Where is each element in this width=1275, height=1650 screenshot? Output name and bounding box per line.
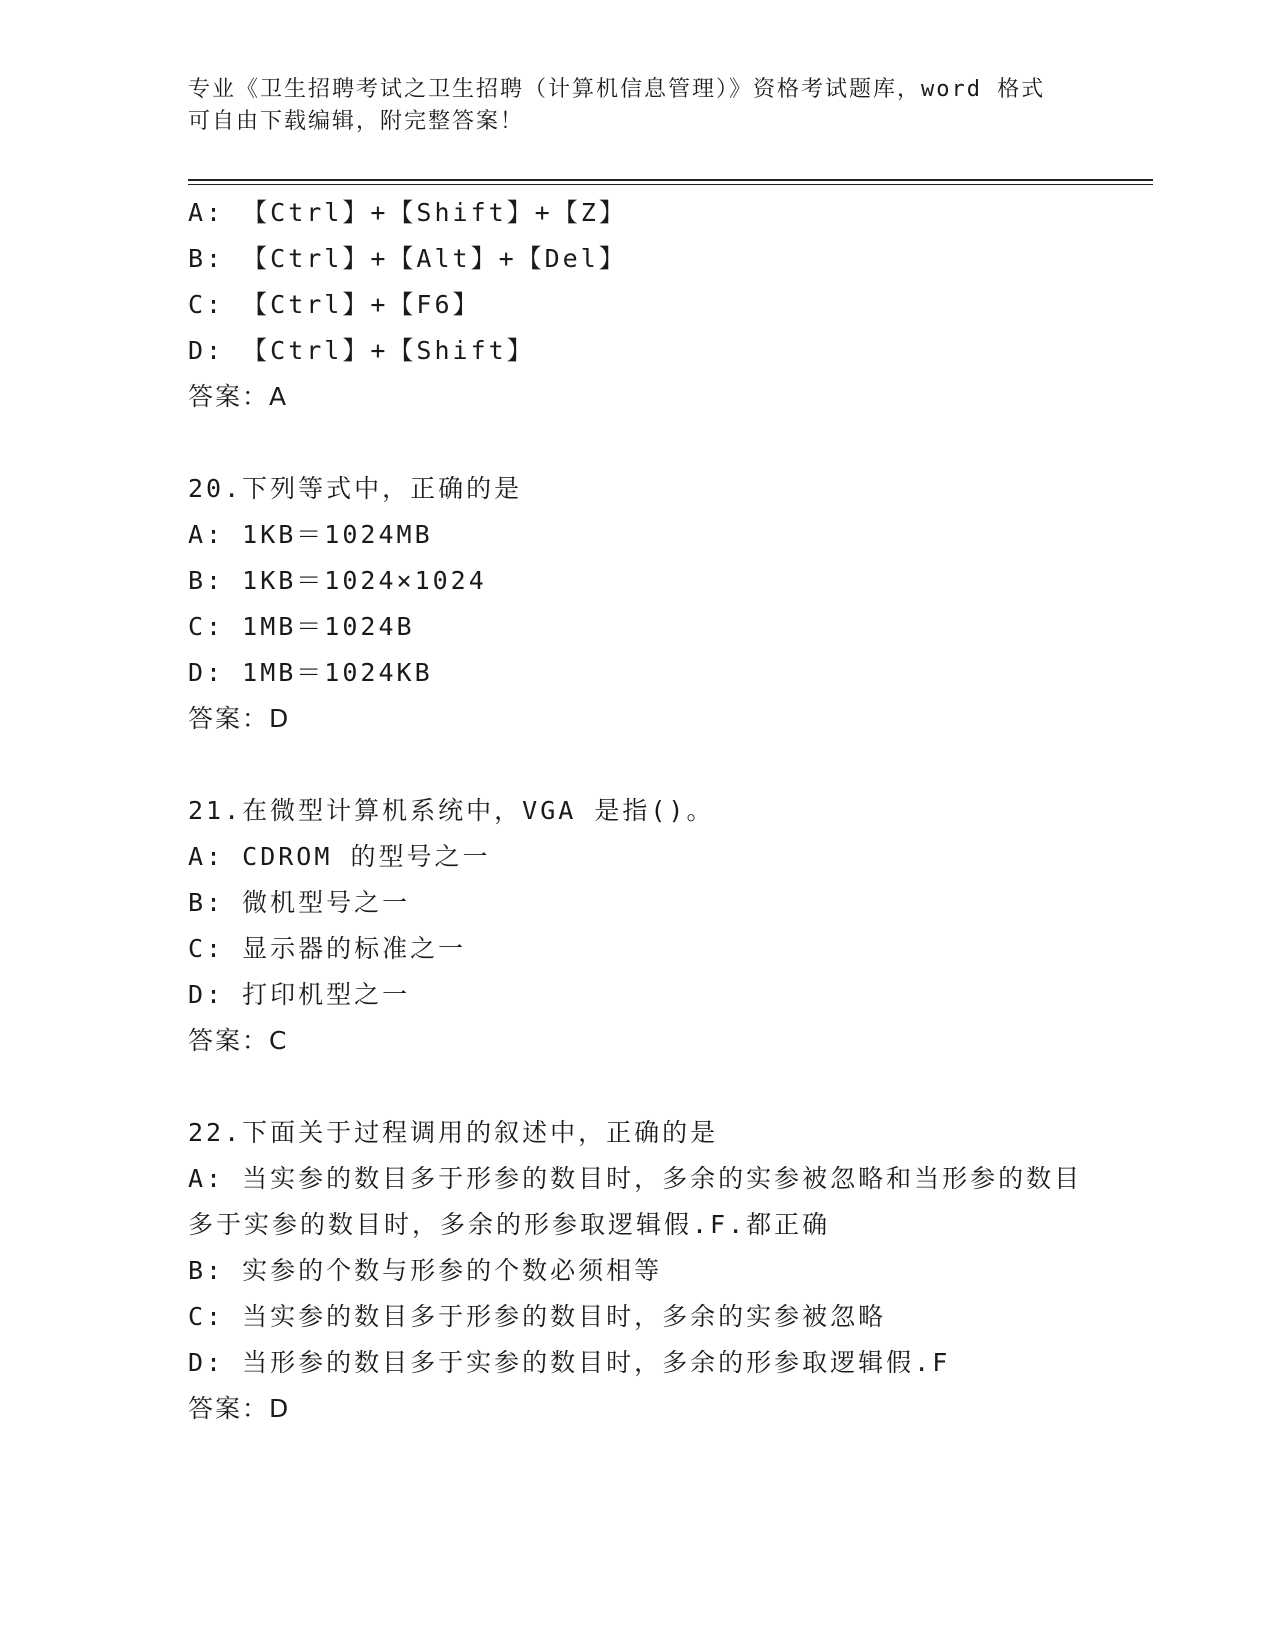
header-line-1: 专业《卫生招聘考试之卫生招聘（计算机信息管理）》资格考试题库，word 格式: [188, 77, 1046, 102]
option-a: A: 1KB＝1024MB: [188, 520, 433, 549]
question-text: 20.下列等式中，正确的是: [188, 474, 523, 503]
option-a: A: 【Ctrl】+【Shift】+【Z】: [188, 198, 627, 227]
option-b: B: 实参的个数与形参的个数必须相等: [188, 1256, 663, 1285]
option-d: D: 1MB＝1024KB: [188, 658, 433, 687]
option-a: A: CDROM 的型号之一: [188, 842, 491, 871]
question-21-block: [188, 788, 1088, 1064]
question-22-block: [188, 1110, 1088, 1432]
option-b: B: 1KB＝1024×1024: [188, 566, 487, 595]
answer-line: 答案：C: [188, 1026, 289, 1055]
header-rule-thin: [188, 184, 1153, 185]
option-b: B: 【Ctrl】+【Alt】+【Del】: [188, 244, 627, 273]
spacer: [188, 420, 1088, 466]
question-text: 21.在微型计算机系统中，VGA 是指()。: [188, 796, 715, 825]
option-c: C: 显示器的标准之一: [188, 934, 467, 963]
answer-line: 答案：D: [188, 704, 291, 733]
question-20-block: [188, 466, 1088, 742]
question-list: [188, 190, 1088, 1432]
option-c: C: 1MB＝1024B: [188, 612, 415, 641]
question-text: 22.下面关于过程调用的叙述中，正确的是: [188, 1118, 719, 1147]
option-d: D: 当形参的数目多于实参的数目时，多余的形参取逻辑假.F: [188, 1348, 951, 1377]
option-b: B: 微机型号之一: [188, 888, 411, 917]
option-a: A: 当实参的数目多于形参的数目时，多余的实参被忽略和当形参的数目多于实参的数目时，多余的形参取逻辑假.F.都正确: [188, 1164, 1083, 1239]
question-19-block: [188, 190, 1088, 420]
answer-line: 答案：D: [188, 1394, 291, 1423]
option-c: C: 当实参的数目多于形参的数目时，多余的实参被忽略: [188, 1302, 887, 1331]
answer-line: 答案：A: [188, 382, 289, 411]
spacer: [188, 742, 1088, 788]
option-c: C: 【Ctrl】+【F6】: [188, 290, 481, 319]
header-line-2: 可自由下载编辑，附完整答案！: [188, 109, 525, 134]
option-d: D: 【Ctrl】+【Shift】: [188, 336, 535, 365]
document-header: [188, 74, 1088, 138]
header-rule-thick: [188, 179, 1153, 181]
spacer: [188, 1064, 1088, 1110]
option-d: D: 打印机型之一: [188, 980, 411, 1009]
